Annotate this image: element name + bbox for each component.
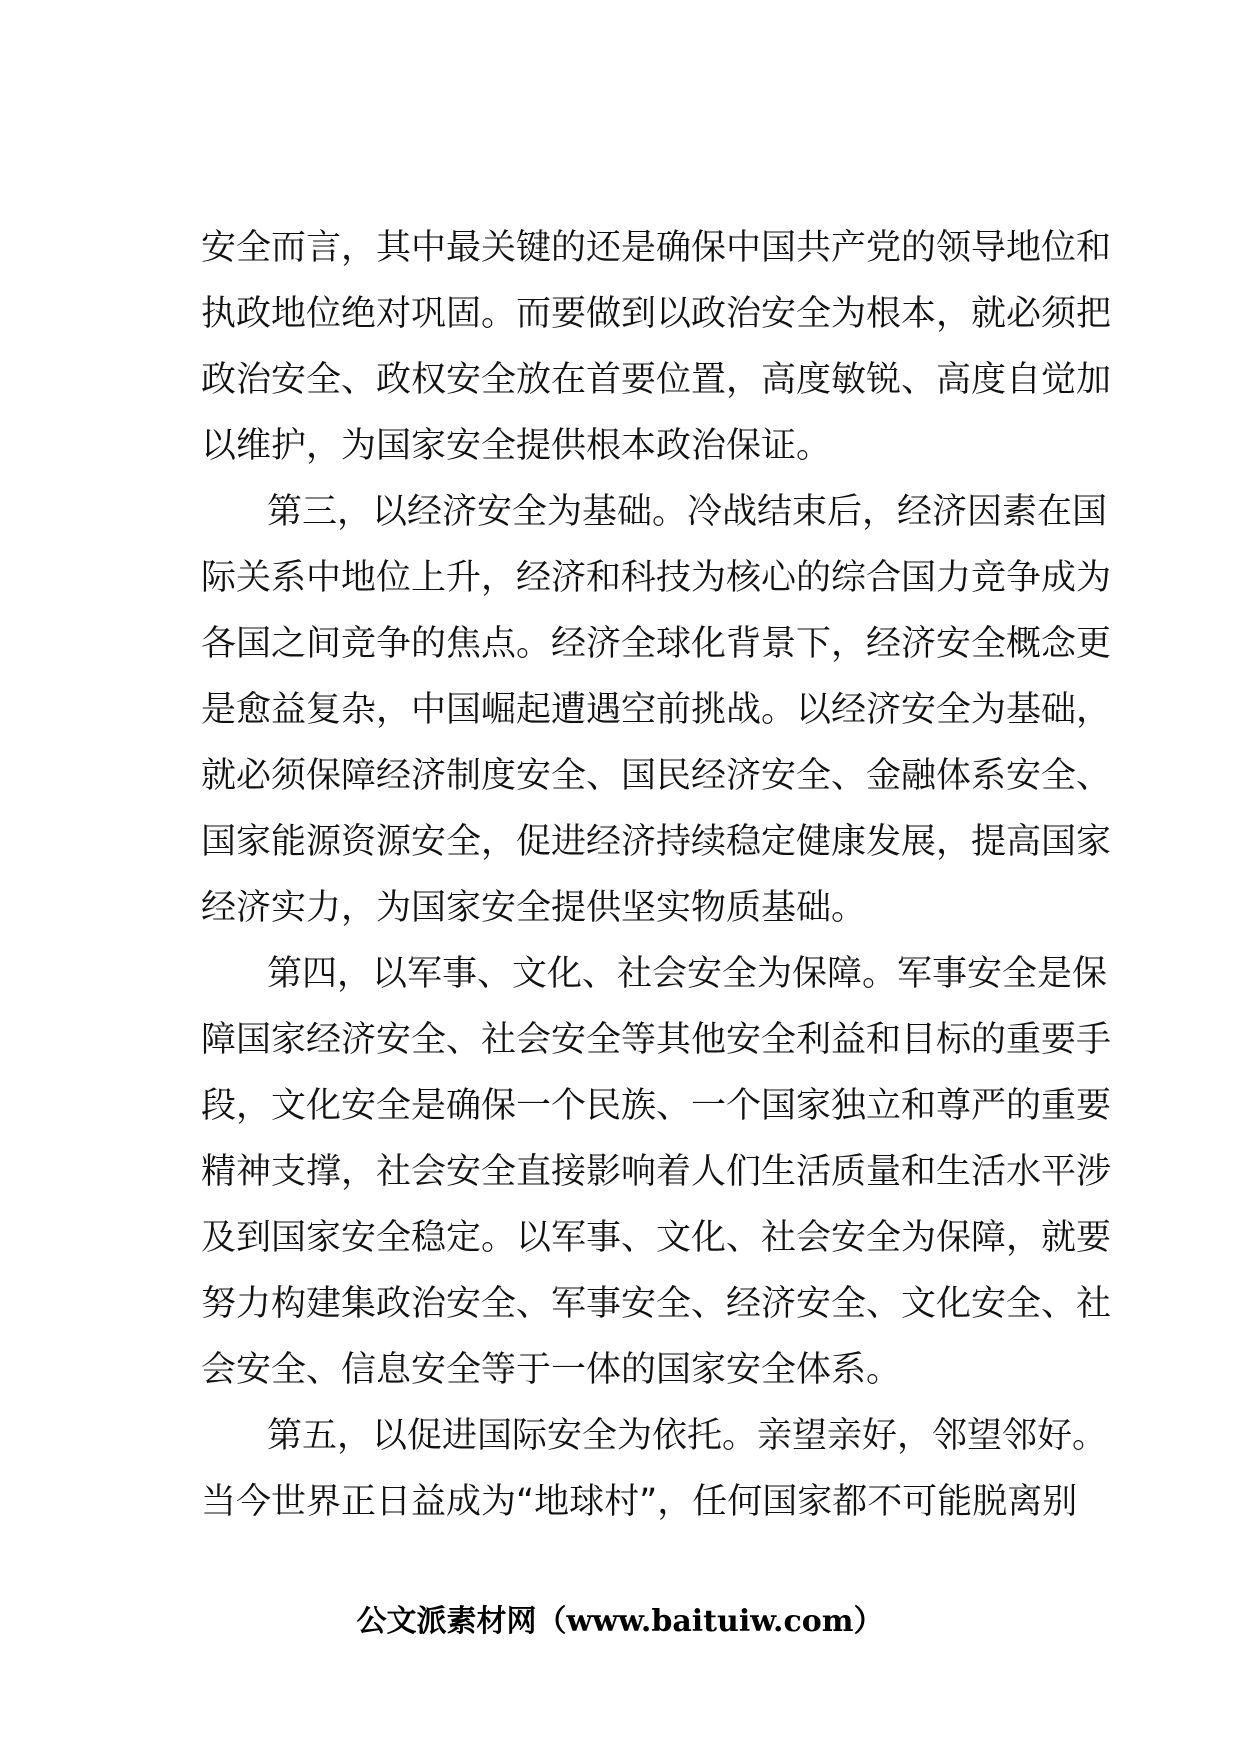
paragraph-start-line: 第四，以军事、文化、社会安全为保障。军事安全是保 — [267, 954, 1108, 994]
text-line: 以维护，为国家安全提供根本政治保证。 — [201, 426, 832, 466]
text-line: 是愈益复杂，中国崛起遭遇空前挑战。以经济安全为基础， — [201, 690, 1112, 730]
text-line: 障国家经济安全、社会安全等其他安全利益和目标的重要手 — [201, 1020, 1112, 1060]
text-line: 际关系中地位上升，经济和科技为核心的综合国力竞争成为 — [201, 558, 1112, 598]
page-footer: 公文派素材网（www.baituiw.com） — [356, 1604, 884, 1639]
body-text — [201, 215, 1112, 1535]
text-line: 安全而言，其中最关键的还是确保中国共产党的领导地位和 — [201, 228, 1112, 268]
text-line: 就必须保障经济制度安全、国民经济安全、金融体系安全、 — [201, 756, 1112, 796]
text-line: 及到国家安全稳定。以军事、文化、社会安全为保障，就要 — [201, 1218, 1112, 1258]
text-line: 当今世界正日益成为“地球村”，任何国家都不可能脱离别 — [201, 1482, 1078, 1522]
text-line: 政治安全、政权安全放在首要位置，高度敏锐、高度自觉加 — [201, 360, 1112, 400]
text-line: 会安全、信息安全等于一体的国家安全体系。 — [201, 1350, 902, 1390]
text-line: 执政地位绝对巩固。而要做到以政治安全为根本，就必须把 — [201, 294, 1112, 334]
text-line: 努力构建集政治安全、军事安全、经济安全、文化安全、社 — [201, 1284, 1112, 1324]
text-line: 各国之间竞争的焦点。经济全球化背景下，经济安全概念更 — [201, 624, 1112, 664]
text-line: 段，文化安全是确保一个民族、一个国家独立和尊严的重要 — [201, 1086, 1112, 1126]
text-line: 国家能源资源安全，促进经济持续稳定健康发展，提高国家 — [201, 822, 1112, 862]
text-line: 精神支撑，社会安全直接影响着人们生活质量和生活水平涉 — [201, 1152, 1112, 1192]
paragraph-start-line: 第五，以促进国际安全为依托。亲望亲好，邻望邻好。 — [267, 1416, 1108, 1456]
text-line: 经济实力，为国家安全提供坚实物质基础。 — [201, 888, 867, 928]
paragraph-start-line: 第三，以经济安全为基础。冷战结束后，经济因素在国 — [267, 492, 1108, 532]
